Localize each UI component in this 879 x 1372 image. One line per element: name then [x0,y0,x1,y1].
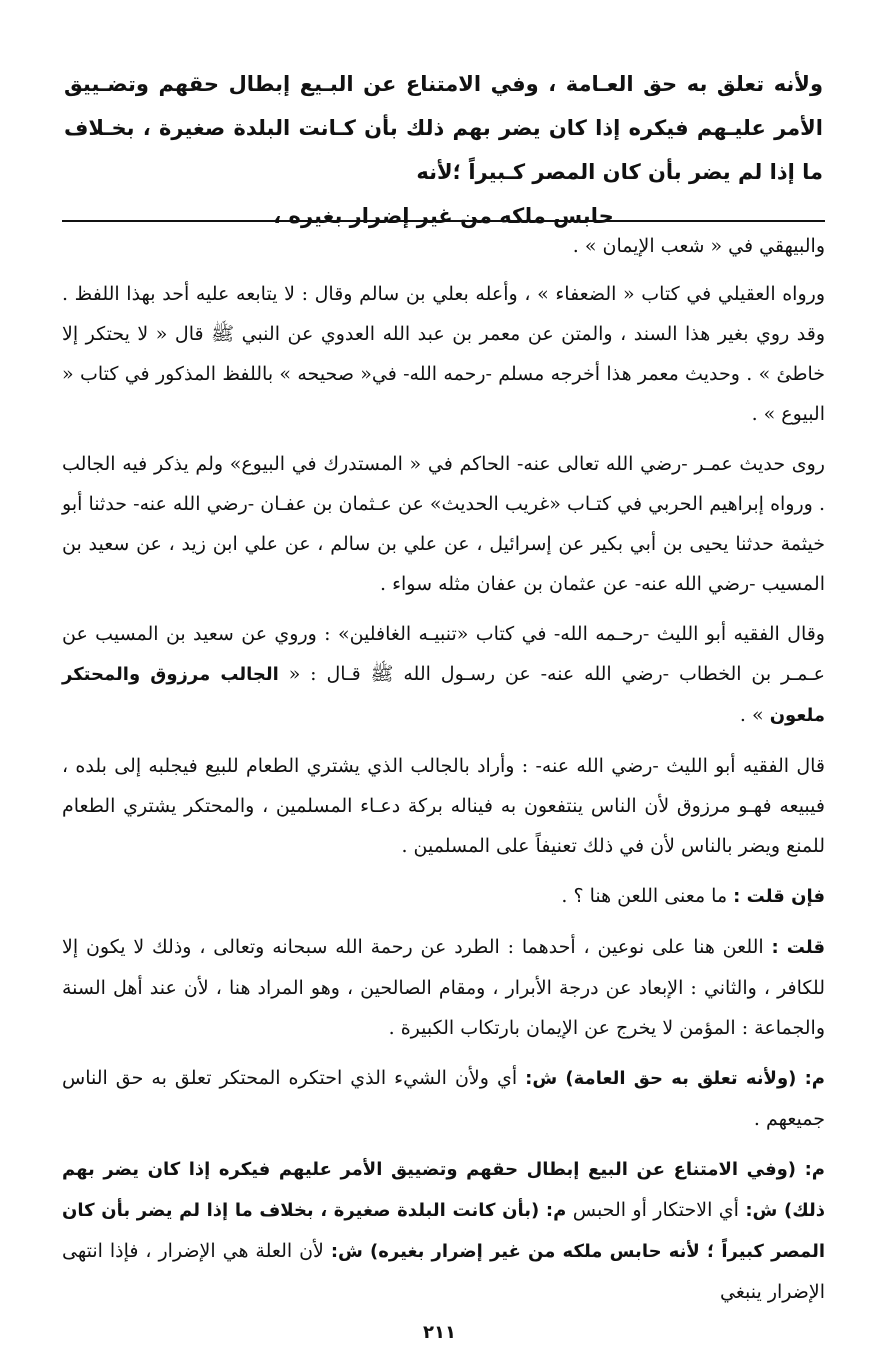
paragraph-abu-al-layth [62,614,825,736]
matn-line-3: حابس ملكه من غير إضرار بغيره ، [273,204,614,228]
answer-text: اللعن هنا على نوعين ، أحدهما : الطرد عن رحمة الله سبحانه وتعالى ، وذلك لا يكون إلا للكافر ، والثاني : الإبعاد عن درجة الأبرار ، ومقام الصالحين ، وهو المراد هنا ، لأن عند أهل السنة والجماعة : المؤمن لا يخرج عن الإيمان بارتكاب الكبيرة . [62,936,825,1039]
page-number: ٢١١ [423,1322,456,1343]
paragraph-hakim: روى حديث عمـر -رضي الله تعالى عنه- الحاكم في « المستدرك في البيوع» ولم يذكر فيه الجالب . ورواه إبراهيم الحربي في كتـاب «غريب الحديث» عن عـثمان بن عفـان -رضي الله عنه- حدثنا أبو خيثمة حدثنا يحيى بن أبي بكير عن إسرائيل ، عن علي بن سالم ، عن علي ابن زيد ، عن سعيد بن المسيب -رضي الله عنه- عن عثمان بن عفان مثله سواء . [62,453,825,595]
paragraph-text: » . [739,704,764,726]
paragraph-jalib-explanation: قال الفقيه أبو الليث -رضي الله عنه- : وأراد بالجالب الذي يشتري الطعام للبيع فيجلبه إلى بلده ، فيبيعه فهـو مرزوق لأن الناس ينتفعون به فيناله بركة دعـاء المسلمين ، والمحتكر يشتري الطعام للمنع ويضر بالناس لأن في ذلك تعنيفاً على المسلمين . [62,755,825,857]
question-text: ما معنى اللعن هنا ؟ . [561,885,728,907]
commentary-text: أي ولأن الشيء الذي احتكره المحتكر تعلق به حق الناس جميعهم . [62,1067,825,1130]
divider-line [62,220,825,222]
matn-quote: م: (بأن كانت البلدة صغيرة ، بخلاف ما إذا لم يضر بأن كان المصر كبيراً ؛ لأنه حابس ملكه من غير إضرار بغيره) ش: [62,1200,825,1262]
matn-text-block [64,62,823,238]
paragraph-answer [62,927,825,1048]
commentary-text: لأن العلة هي الإضرار ، فإذا انتهى الإضرار ينبغي [62,1240,825,1303]
paragraph-commentary-1 [62,1058,825,1139]
hadith-text: الجالب مرزوق والمحتكر ملعون [62,664,825,726]
matn-quote: م: (ولأنه تعلق به حق العامة) ش: [525,1068,825,1089]
paragraph-uqayli: ورواه العقيلي في كتاب « الضعفاء » ، وأعله بعلي بن سالم وقال : لا يتابعه عليه أحد بهذا اللفظ . وقد روي بغير هذا السند ، والمتن عن معمر بن عبد الله العدوي عن النبي ﷺ قال « لا يحتكر إلا خاطئ » . وحديث معمر هذا أخرجه مسلم -رحمه الله- في« صحيحه » باللفظ المذكور في كتاب « البيوع » . [62,283,825,425]
paragraph-question [62,876,825,917]
paragraph-commentary-2 [62,1149,825,1312]
matn-line-1: ولأنه تعلق به حق العـامة ، وفي الامتناع عن البـيع إبطال حقهم وتضـييق الأمر عليـهم فيكره إذا [64,72,823,140]
answer-label: قلت : [771,937,825,958]
paragraph-text: وقال الفقيه أبو الليث -رحـمه الله- في كتاب «تنبيـه الغافلين» : وروي عن سعيد بن المسيب عن عـمـر بن الخطاب -رضي الله عنه- عن رسـول الله ﷺ قـال : « [62,623,825,685]
commentary-text: أي الاحتكار أو الحبس [572,1199,739,1221]
question-label: فإن قلت : [733,886,825,907]
matn-line-2: كان يضر بهم ذلك بأن كـانت البلدة صغيرة ، بخـلاف ما إذا لم يضر بأن كان المصر كـبيراً ؛لأنه [64,116,823,184]
matn-quote: م: (وفي الامتناع عن البيع إبطال حقهم وتضييق الأمر عليهم فيكره إذا كان يضر بهم ذلك) ش: [62,1159,826,1221]
sharh-text-block [62,226,825,1320]
paragraph-bayhaqi: والبيهقي في « شعب الإيمان » . [572,235,825,257]
